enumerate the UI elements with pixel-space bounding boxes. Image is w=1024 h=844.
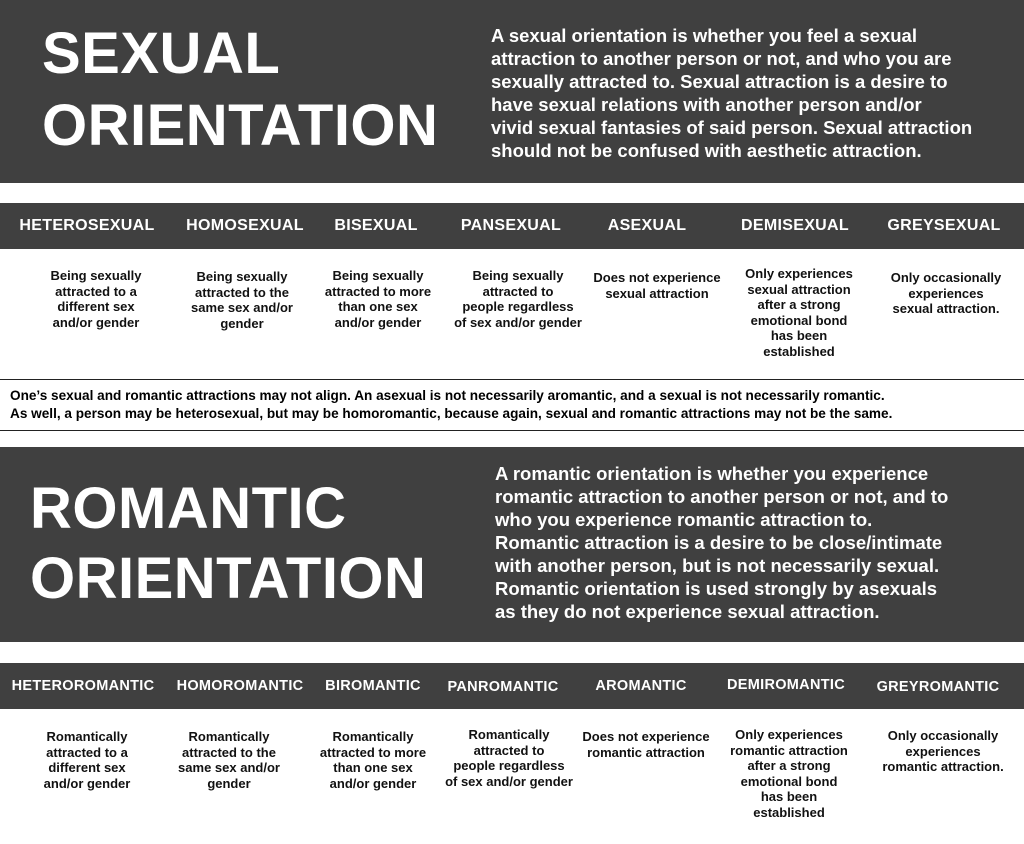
definition-line: Only experiences [745,266,853,281]
definition-line: attracted to the [182,744,276,760]
definition-line: gender [207,775,251,791]
romantic-description-line: A romantic orientation is whether you experience [495,463,929,484]
definition-line: people regardless [453,758,565,773]
definition-line: established [753,804,825,820]
definition-line: established [763,343,835,359]
definition-biromantic [320,729,426,791]
sexual-description [491,24,972,162]
definition-line: than one sex [333,760,413,775]
definition-line: romantic attraction [730,742,848,758]
sexual-description-line: vivid sexual fantasies of said person. Sexual attraction [491,117,973,138]
definition-line: and/or gender [334,314,422,330]
definition-line: attracted to [482,283,554,299]
sexual-title-line1: SEXUAL [42,21,281,86]
label-homoromantic: HOMOROMANTIC [176,678,304,694]
definition-homosexual [191,269,293,331]
definition-greyromantic [882,728,1003,775]
definition-line: experiences [905,743,981,759]
definition-line: same sex and/or [178,760,280,775]
definition-line: same sex and/or [191,300,293,315]
definition-line: attracted to a [55,283,137,299]
definition-line: and/or gender [52,314,140,330]
romantic-labels-band [0,663,1024,709]
definition-line: experiences [908,285,984,301]
label-aromantic: AROMANTIC [595,678,687,694]
romantic-description-line: Romantic orientation is used strongly by asexuals [495,578,938,599]
definition-line: sexual attraction [605,285,709,301]
definition-panromantic [445,727,573,789]
definition-heteroromantic [44,729,131,791]
definition-line: Romantically [188,729,270,744]
label-demiromantic: DEMIROMANTIC [727,677,845,693]
definition-line: different sex [57,299,135,314]
sexual-description-line: should not be confused with aesthetic attraction. [491,140,922,161]
label-greysexual: GREYSEXUAL [887,217,1001,234]
definition-line: than one sex [338,299,418,314]
sexual-orientation-header [0,0,1024,183]
definition-heterosexual [50,268,141,330]
definition-line: romantic attraction [587,744,705,760]
definition-line: Does not experience [593,270,721,285]
label-heterosexual: HETEROSEXUAL [19,217,155,234]
definition-asexual [593,270,720,301]
sexual-description-line: A sexual orientation is whether you feel a sexual [491,25,917,46]
definition-line: after a strong [747,758,831,773]
romantic-description-line: romantic attraction to another person or not, and to [495,486,949,507]
romantic-description-line: with another person, but is not necessarily sexual. [495,555,940,576]
sexual-labels-band [0,203,1024,249]
definition-line: Does not experience [582,729,710,744]
definition-homoromantic [178,729,280,791]
alignment-note [0,379,1024,431]
romantic-title-line2: ORIENTATION [30,546,427,611]
definition-line: Being sexually [50,268,142,283]
romantic-title-line1: ROMANTIC [30,476,347,541]
definition-pansexual [454,268,582,330]
definition-greysexual [891,270,1002,317]
label-pansexual: PANSEXUAL [460,217,562,234]
definition-line: emotional bond [750,312,848,328]
definition-line: Romantically [46,729,128,744]
label-demisexual: DEMISEXUAL [741,217,849,234]
definition-line: people regardless [462,299,574,314]
definition-demiromantic [730,727,848,820]
definition-line: and/or gender [43,775,131,791]
label-asexual: ASEXUAL [607,217,687,234]
definition-line: romantic attraction. [882,759,1004,774]
definition-line: emotional bond [740,773,838,789]
note-line: One’s sexual and romantic attractions may not align. An asexual is not necessarily aromantic, and a sexual is not necessarily romantic. [10,388,885,403]
definition-line: and/or gender [329,775,417,791]
label-heteroromantic: HETEROROMANTIC [11,678,155,694]
romantic-orientation-header [0,447,1024,642]
definition-line: gender [220,315,264,331]
definition-line: attracted to a [46,744,128,760]
definition-aromantic [582,729,709,760]
label-greyromantic: GREYROMANTIC [876,679,1000,695]
definition-line: sexual attraction [747,281,851,297]
label-panromantic: PANROMANTIC [447,679,559,695]
romantic-description-line: Romantic attraction is a desire to be close/intimate [495,532,943,553]
definition-line: Only experiences [735,727,843,742]
definition-bisexual [325,268,431,330]
definition-line: Being sexually [472,268,564,283]
definition-line: attracted to [473,742,545,758]
sexual-title-line2: ORIENTATION [42,93,439,158]
definition-line: has been [770,328,828,343]
sexual-description-line: sexually attracted to. Sexual attraction is a desire to [491,71,948,92]
definition-line: different sex [48,760,126,775]
definition-line: of sex and/or gender [454,314,582,330]
definition-line: attracted to more [324,283,432,299]
definition-line: Romantically [468,727,550,742]
romantic-description [495,462,948,623]
label-homosexual: HOMOSEXUAL [186,217,304,234]
definition-line: attracted to the [195,284,289,300]
label-biromantic: BIROMANTIC [325,678,421,694]
definition-line: attracted to more [319,744,427,760]
note-line: As well, a person may be heterosexual, but may be homoromantic, because again, sexual and romantic attractions may not be the same. [10,406,893,421]
definition-line: Only occasionally [890,270,1002,285]
definition-line: Only occasionally [887,728,999,743]
definition-line: Being sexually [196,269,288,284]
sexual-description-line: attraction to another person or not, and who you are [491,48,952,69]
definition-line: after a strong [757,297,841,312]
definition-line: of sex and/or gender [445,773,573,789]
definition-line: sexual attraction. [892,301,1000,316]
sexual-description-line: have sexual relations with another person and/or [491,94,922,115]
romantic-description-line: who you experience romantic attraction to. [495,509,873,530]
definition-demisexual [745,266,853,359]
definition-line: Being sexually [332,268,424,283]
definition-line: Romantically [332,729,414,744]
definition-line: has been [760,789,818,804]
label-bisexual: BISEXUAL [334,217,418,234]
romantic-description-line: as they do not experience sexual attraction. [495,601,880,622]
